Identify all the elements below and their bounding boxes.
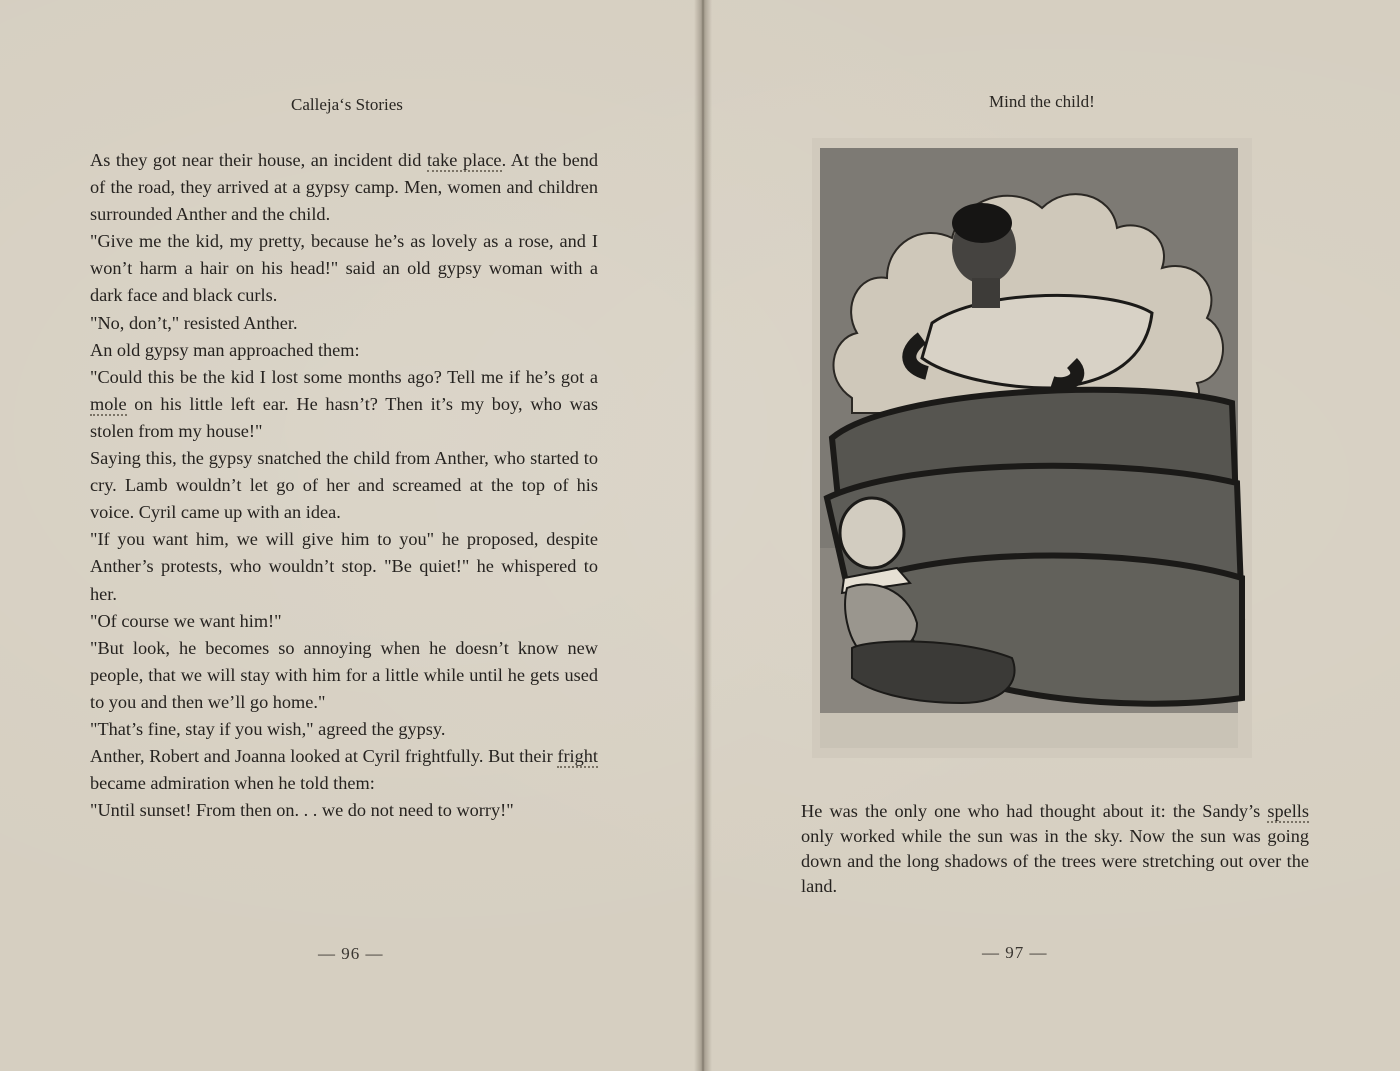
gypsy-woman-and-child-illustration (812, 138, 1252, 758)
paragraph-text: only worked while the sun was in the sky. Now the sun was going down and the long shadows of the trees were stretching out over the land. (801, 826, 1309, 896)
right-page-text (801, 799, 1309, 899)
paragraph-text: "No, don’t," resisted Anther. (90, 312, 298, 333)
paragraph (90, 337, 598, 364)
paragraph-text: became admiration when he told them: (90, 773, 375, 794)
paragraph-text: As they got near their house, an incident did (90, 150, 427, 170)
paragraph-text: "If you want him, we will give him to you" he proposed, despite Anther’s protests, who wouldn’t stop. "Be quiet!" he whispered to her. (90, 529, 598, 604)
paragraph (90, 716, 598, 743)
glossed-word[interactable]: spells (1267, 801, 1309, 821)
paragraph (90, 445, 598, 526)
glossed-word[interactable]: fright (557, 746, 598, 767)
paragraph (90, 228, 598, 309)
paragraph (90, 635, 598, 716)
paragraph (801, 799, 1309, 899)
paragraph (90, 310, 598, 337)
paragraph-text: "Until sunset! From then on. . . we do not need to worry!" (90, 800, 514, 821)
paragraph-text: . At the bend of the road, they arrived at a gypsy camp. Men, women and children surrounded Anther and the child. (90, 150, 598, 225)
right-page (706, 0, 1400, 1071)
paragraph-text: Anther, Robert and Joanna looked at Cyril frightfully. But their (90, 746, 558, 767)
paragraph (90, 797, 598, 824)
paragraph-text: "Could this be the kid I lost some months ago? Tell me if he’s got a (90, 366, 598, 387)
running-head-right: Mind the child! (989, 92, 1095, 111)
paragraph-text: "That’s fine, stay if you wish," agreed the gypsy. (90, 718, 446, 739)
paragraph-text: He was the only one who had thought about it: the Sandy’s (801, 801, 1268, 821)
paragraph (90, 743, 598, 797)
paragraph-text: "Give me the kid, my pretty, because he’s as lovely as a rose, and I won’t harm a hair on his head!" said an old gypsy woman with a dark face and black curls. (90, 231, 598, 306)
paragraph-text: Saying this, the gypsy snatched the child from Anther, who started to cry. Lamb wouldn’t let go of her and screamed at the top of his voice. Cyril came up with an idea. (90, 448, 598, 523)
paragraph (90, 526, 598, 607)
paragraph (90, 608, 598, 635)
glossed-word[interactable]: take place (426, 150, 502, 170)
left-page-text (90, 147, 598, 824)
page-number-right: — 97 — (982, 943, 1048, 962)
glossed-word[interactable]: mole (90, 393, 127, 414)
paragraph-text: An old gypsy man approached them: (90, 339, 360, 360)
illustration-drawing (812, 138, 1252, 758)
page-number-left: — 96 — (318, 944, 384, 963)
paragraph-text: "But look, he becomes so annoying when he doesn’t know new people, that we will stay with him for a little while until he gets used to you and then we’ll go home." (90, 637, 598, 712)
paragraph-text: "Of course we want him!" (90, 610, 282, 631)
running-head-left: Calleja‘s Stories (291, 95, 403, 114)
paragraph (90, 147, 598, 228)
paragraph (90, 364, 598, 445)
paragraph-text: on his little left ear. He hasn’t? Then it’s my boy, who was stolen from my house!" (90, 393, 598, 441)
